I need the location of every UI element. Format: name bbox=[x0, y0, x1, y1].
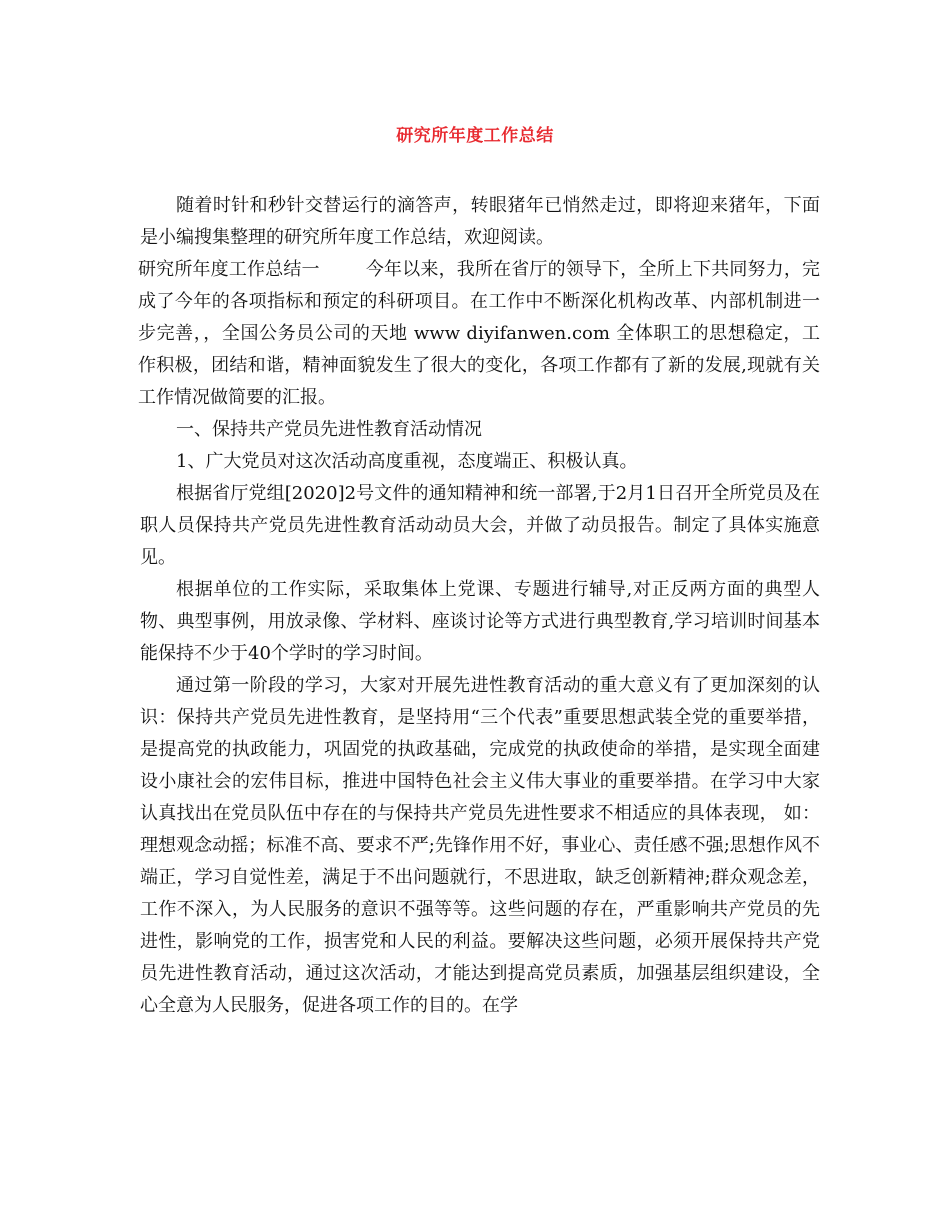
document-body bbox=[140, 190, 820, 1022]
document-title: 研究所年度工作总结 bbox=[396, 126, 554, 146]
section-label: 研究所年度工作总结一 bbox=[138, 259, 320, 280]
heading-one: 一、保持共产党员先进性教育活动情况 bbox=[176, 419, 482, 440]
body-paragraph-1: 根据省厅党组[2020]2号文件的通知精神和统一部署,于2月1日召开全所党员及在职人员保持共产党员先进性教育活动动员大会，并做了动员报告。制定了具体实施意见。 bbox=[140, 483, 820, 568]
intro-paragraph: 随着时针和秒针交替运行的滴答声，转眼猪年已悄然走过，即将迎来猪年，下面是小编搜集整理的研究所年度工作总结，欢迎阅读。 bbox=[140, 195, 820, 248]
body-paragraph-2: 根据单位的工作实际，采取集体上党课、专题进行辅导,对正反两方面的典型人物、典型事例，用放录像、学材料、座谈讨论等方式进行典型教育,学习培训时间基本能保持不少于40个学时的学习时间。 bbox=[140, 579, 820, 664]
section-text: 今年以来，我所在省厅的领导下，全所上下共同努力，完成了今年的各项指标和预定的科研项目。在工作中不断深化机构改革、内部机制进一步完善，，全国公务员公司的天地 www diyifanwen.com 全体职工的思想稳定，工作积极，团结和谐，精神面貌发生了很大的变化，各项工作都有了新的发展,现就有关工作情况做简要的汇报。 bbox=[138, 259, 821, 408]
subheading-one: 1、广大党员对这次活动高度重视，态度端正、积极认真。 bbox=[176, 451, 638, 472]
section-paragraph bbox=[138, 254, 820, 414]
body-paragraph-3: 通过第一阶段的学习，大家对开展先进性教育活动的重大意义有了更加深刻的认识：保持共产党员先进性教育，是坚持用“三个代表”重要思想武装全党的重要举措，是提高党的执政能力，巩固党的执政基础，完成党的执政使命的举措，是实现全面建设小康社会的宏伟目标，推进中国特色社会主义伟大事业的重要举措。在学习中大家认真找出在党员队伍中存在的与保持共产党员先进性要求不相适应的具体表现， 如： 理想观念动摇；标准不高、要求不严;先锋作用不好，事业心、责任感不强;思想作风不端正，学习自觉性差，满足于不出问题就行，不思进取，缺乏创新精神;群众观念差，工作不深入，为人民服务的意识不强等等。这些问题的存在，严重影响共产党员的先进性，影响党的工作，损害党和人民的利益。要解决这些问题，必须开展保持共产党员先进性教育活动，通过这次活动，才能达到提高党员素质，加强基层组织建设，全心全意为人民服务，促进各项工作的目的。在学 bbox=[140, 675, 820, 1016]
